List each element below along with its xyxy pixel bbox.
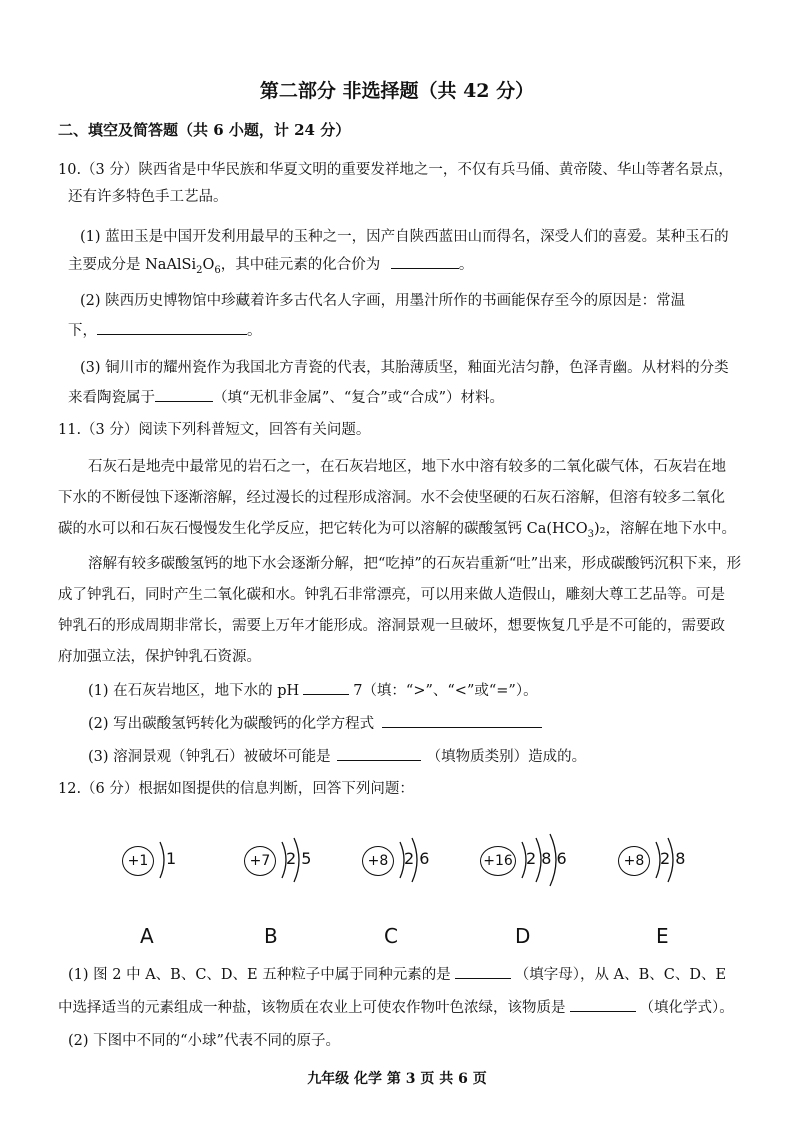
electrons-e: 2 8 (660, 849, 686, 868)
q10-part2-end: 。 (247, 323, 262, 339)
q12-part1-pre: (1) 图 2 中 A、B、C、D、E 五种粒子中属于同种元素的是 (68, 967, 451, 983)
q10-part1-line1: (1) 蓝田玉是中国开发利用最早的玉种之一，因产自陕西蓝田山而得名，深受人们的喜爱。某种玉石的 (80, 229, 729, 245)
q10-part3-pre: 来看陶瓷属于 (68, 390, 155, 406)
q12-part1-line2-post: （填化学式）。 (639, 1000, 734, 1016)
answer-blank[interactable] (337, 746, 421, 761)
q11-para2-line3: 钟乳石的形成周期非常长，需要上万年才能形成。溶洞景观一旦破坏，想要恢复几乎是不可能的，需要政 (58, 618, 725, 634)
nucleus-b: +7 (244, 846, 276, 876)
atom-structure-d (480, 830, 600, 890)
q12-stem: 12.（6 分）根据如图提供的信息判断，回答下列问题： (58, 781, 414, 797)
q11-para2-line2: 成了钟乳石，同时产生二氧化碳和水。钟乳石非常漂亮，可以用来做人造假山，雕刻大尊工艺品等。可是 (58, 587, 725, 603)
answer-blank[interactable] (303, 680, 349, 695)
atom-structure-e (618, 830, 738, 890)
q10-part3-post: （填“无机非金属”、“复合”或“合成”）材料。 (213, 390, 504, 406)
q11-part2-text: (2) 写出碳酸氢钙转化为碳酸钙的化学方程式 (88, 716, 375, 732)
q10-part3-line1: (3) 铜川市的耀州瓷作为我国北方青瓷的代表，其胎薄质坚，釉面光洁匀静，色泽青幽。从材料的分类 (80, 360, 729, 376)
q10-part2-pre: 下， (68, 323, 97, 339)
q11-part1-pre: (1) 在石灰岩地区，地下水的 pH (88, 683, 300, 699)
q10-stem-line2: 还有许多特色手工艺品。 (68, 189, 228, 205)
q10-part1-sub2: 6 (214, 264, 221, 276)
nucleus-d: +16 (480, 846, 516, 876)
q11-part3 (88, 746, 586, 767)
atom-label-b: B (264, 924, 278, 948)
q10-part2-line2 (68, 320, 262, 341)
q11-stem: 11.（3 分）阅读下列科普短文，回答有关问题。 (58, 422, 371, 438)
q11-para2-line4: 府加强立法，保护钟乳石资源。 (58, 649, 261, 665)
q12-part1-line1 (68, 964, 726, 985)
page-title: 第二部分 非选择题（共 42 分） (259, 80, 535, 102)
q10-part3-line2 (68, 387, 504, 408)
q10-part2-line1: (2) 陕西历史博物馆中珍藏着许多古代名人字画，用墨汁所作的书画能保存至今的原因是：常温 (80, 293, 686, 309)
nucleus-a: +1 (122, 846, 154, 876)
nucleus-e: +8 (618, 846, 650, 876)
q10-part1-end: 。 (458, 257, 474, 273)
electrons-b: 2 5 (286, 849, 312, 868)
section-heading: 二、填空及简答题（共 6 小题，计 24 分） (58, 121, 351, 139)
q10-part1-text: ，其中硅元素的化合价为 (220, 257, 381, 273)
atom-label-d: D (515, 924, 531, 948)
q11-para1-line2: 下水的不断侵蚀下逐渐溶解，经过漫长的过程形成溶洞。水不会使坚硬的石灰石溶解，但溶有较多二氧化 (58, 490, 725, 506)
q10-part1-formula-pre: 主要成分是 NaAlSi (68, 257, 197, 273)
electrons-d: 2 8 6 (526, 849, 567, 868)
q10-part1-formula-mid: O (202, 257, 215, 273)
q12-part2: (2) 下图中不同的“小球”代表不同的原子。 (68, 1033, 340, 1049)
answer-blank[interactable] (382, 713, 542, 728)
atom-structure-a (122, 830, 242, 890)
answer-blank[interactable] (97, 320, 247, 335)
answer-blank[interactable] (455, 964, 511, 979)
q10-stem-line1: 10.（3 分）陕西省是中华民族和华夏文明的重要发祥地之一，不仅有兵马俑、黄帝陵、华山等著名景点， (58, 162, 733, 178)
answer-blank[interactable] (570, 997, 636, 1012)
q11-para1-line3-post: )₂，溶解在地下水中。 (594, 521, 736, 537)
electron-shell-arcs-icon (122, 830, 242, 890)
q11-para1-line3 (58, 519, 736, 545)
q11-part1-post: 7（填：“>”、“<”或“=”）。 (353, 683, 538, 699)
q12-part1-post: （填字母），从 A、B、C、D、E (514, 967, 727, 983)
q11-part3-pre: (3) 溶洞景观（钟乳石）被破坏可能是 (88, 749, 331, 765)
q11-para1-sub: 3 (587, 528, 595, 540)
atom-structure-c (362, 830, 482, 890)
nucleus-c: +8 (362, 846, 394, 876)
page-footer: 九年级 化学 第 3 页 共 6 页 (307, 1071, 487, 1087)
answer-blank[interactable] (155, 387, 213, 402)
q11-para1-line3-pre: 碳的水可以和石灰石慢慢发生化学反应，把它转化为可以溶解的碳酸氢钙 Ca(HCO (58, 521, 588, 537)
atom-label-c: C (384, 924, 398, 948)
q12-part1-line2 (58, 997, 734, 1018)
q12-part1-line2-pre: 中选择适当的元素组成一种盐，该物质在农业上可使农作物叶色浓绿，该物质是 (58, 1000, 566, 1016)
electrons-a: 1 (166, 849, 177, 868)
q10-part1-sub1: 2 (196, 264, 203, 276)
q11-part1 (88, 680, 538, 701)
atom-label-a: A (140, 924, 154, 948)
electrons-c: 2 6 (404, 849, 430, 868)
q11-para1-line1: 石灰石是地壳中最常见的岩石之一，在石灰岩地区，地下水中溶有较多的二氧化碳气体，石灰岩在地 (88, 459, 726, 475)
q11-part2 (88, 713, 542, 734)
q11-part3-post: （填物质类别）造成的。 (426, 749, 587, 765)
q11-para2-line1: 溶解有较多碳酸氢钙的地下水会逐渐分解，把“吃掉”的石灰岩重新“吐”出来，形成碳酸钙沉积下来，形 (88, 556, 742, 572)
atom-structure-b (244, 830, 364, 890)
q10-part1-line2 (68, 254, 473, 281)
answer-blank[interactable] (391, 254, 459, 269)
atom-label-e: E (656, 924, 669, 948)
